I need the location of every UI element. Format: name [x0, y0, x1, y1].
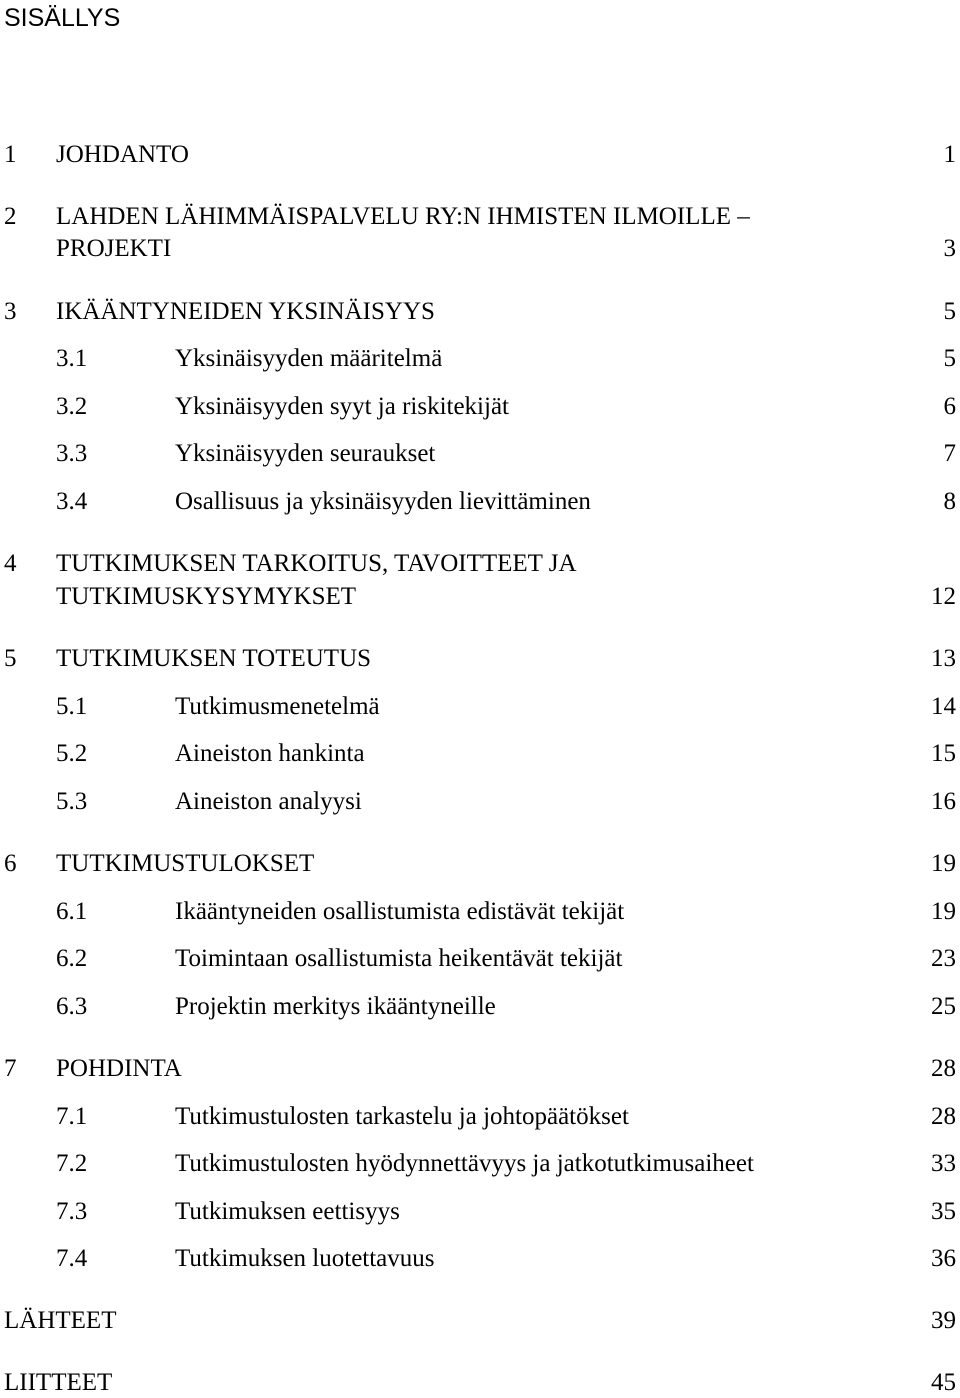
- toc-entry-title: TUTKIMUSTULOKSET: [56, 850, 315, 877]
- toc-entry-title: Aineiston analyysi: [175, 788, 362, 815]
- toc-entry-page: 5: [943, 345, 956, 372]
- toc-entry-title: LIITTEET: [4, 1369, 113, 1396]
- toc-entry-title-continued: PROJEKTI: [56, 235, 172, 262]
- toc-entry-title: IKÄÄNTYNEIDEN YKSINÄISYYS: [56, 298, 435, 325]
- toc-entry-page: 6: [943, 393, 956, 420]
- toc-entry-number: 7.3: [56, 1198, 88, 1225]
- toc-entry-number: 3: [4, 298, 17, 325]
- toc-entry-title: TUTKIMUKSEN TOTEUTUS: [56, 645, 372, 672]
- toc-entry-title: Tutkimuksen luotettavuus: [175, 1245, 435, 1272]
- toc-entry-number: 4: [4, 550, 17, 577]
- toc-entry-title: Aineiston hankinta: [175, 740, 365, 767]
- toc-entry-page: 8: [943, 488, 956, 515]
- toc-entry-number: 1: [4, 141, 17, 168]
- toc-entry-page: 7: [943, 440, 956, 467]
- toc-entry-page: 23: [931, 945, 956, 972]
- toc-entry-title: Yksinäisyyden syyt ja riskitekijät: [175, 393, 509, 420]
- toc-entry-number: 3.2: [56, 393, 88, 420]
- toc-entry-page: 16: [931, 788, 956, 815]
- toc-entry-page: 15: [931, 740, 956, 767]
- toc-entry-number: 5.2: [56, 740, 88, 767]
- toc-entry-page: 28: [931, 1055, 956, 1082]
- toc-entry-page: 35: [931, 1198, 956, 1225]
- toc-entry-title-continued: TUTKIMUSKYSYMYKSET: [56, 583, 357, 610]
- toc-entry-title: Projektin merkitys ikääntyneille: [175, 993, 496, 1020]
- toc-entry-title: Toimintaan osallistumista heikentävät tekijät: [175, 945, 623, 972]
- toc-entry-title: JOHDANTO: [56, 141, 189, 168]
- toc-entry-number: 6: [4, 850, 17, 877]
- toc-entry-title: Osallisuus ja yksinäisyyden lievittäminen: [175, 488, 591, 515]
- toc-entry-number: 7.2: [56, 1150, 88, 1177]
- toc-entry-page: 13: [931, 645, 956, 672]
- toc-entry-number: 6.3: [56, 993, 88, 1020]
- page-title: SISÄLLYS: [4, 4, 121, 32]
- toc-entry-title: Yksinäisyyden määritelmä: [175, 345, 443, 372]
- toc-entry-title: TUTKIMUKSEN TARKOITUS, TAVOITTEET JA: [56, 550, 577, 577]
- toc-entry-page: 28: [931, 1103, 956, 1130]
- toc-entry-page: 19: [931, 898, 956, 925]
- toc-entry-title: Tutkimusmenetelmä: [175, 693, 380, 720]
- toc-entry-page: 12: [931, 583, 956, 610]
- toc-entry-number: 6.1: [56, 898, 88, 925]
- toc-entry-number: 3.1: [56, 345, 88, 372]
- toc-entry-number: 3.4: [56, 488, 88, 515]
- toc-entry-number: 5.1: [56, 693, 88, 720]
- toc-entry-page: 33: [931, 1150, 956, 1177]
- toc-entry-page: 39: [931, 1307, 956, 1334]
- toc-entry-page: 25: [931, 993, 956, 1020]
- toc-entry-page: 5: [943, 298, 956, 325]
- toc-entry-number: 5.3: [56, 788, 88, 815]
- toc-entry-page: 36: [931, 1245, 956, 1272]
- toc-entry-page: 3: [943, 235, 956, 262]
- toc-entry-title: POHDINTA: [56, 1055, 182, 1082]
- toc-entry-title: Tutkimustulosten tarkastelu ja johtopäätökset: [175, 1103, 629, 1130]
- toc-entry-title: LÄHTEET: [4, 1307, 117, 1334]
- toc-entry-page: 45: [931, 1369, 956, 1396]
- toc-entry-page: 19: [931, 850, 956, 877]
- toc-entry-title: Ikääntyneiden osallistumista edistävät tekijät: [175, 898, 625, 925]
- toc-entry-page: 1: [943, 141, 956, 168]
- toc-entry-title: Tutkimustulosten hyödynnettävyys ja jatkotutkimusaiheet: [175, 1150, 754, 1177]
- toc-entry-number: 2: [4, 203, 17, 230]
- toc-entry-title: Tutkimuksen eettisyys: [175, 1198, 400, 1225]
- toc-entry-title: Yksinäisyyden seuraukset: [175, 440, 436, 467]
- toc-entry-number: 5: [4, 645, 17, 672]
- toc-entry-page: 14: [931, 693, 956, 720]
- toc-entry-number: 3.3: [56, 440, 88, 467]
- toc-entry-number: 6.2: [56, 945, 88, 972]
- toc-entry-title: LAHDEN LÄHIMMÄISPALVELU RY:N IHMISTEN ILMOILLE –: [56, 203, 750, 230]
- toc-entry-number: 7.1: [56, 1103, 88, 1130]
- toc-entry-number: 7.4: [56, 1245, 88, 1272]
- toc-entry-number: 7: [4, 1055, 17, 1082]
